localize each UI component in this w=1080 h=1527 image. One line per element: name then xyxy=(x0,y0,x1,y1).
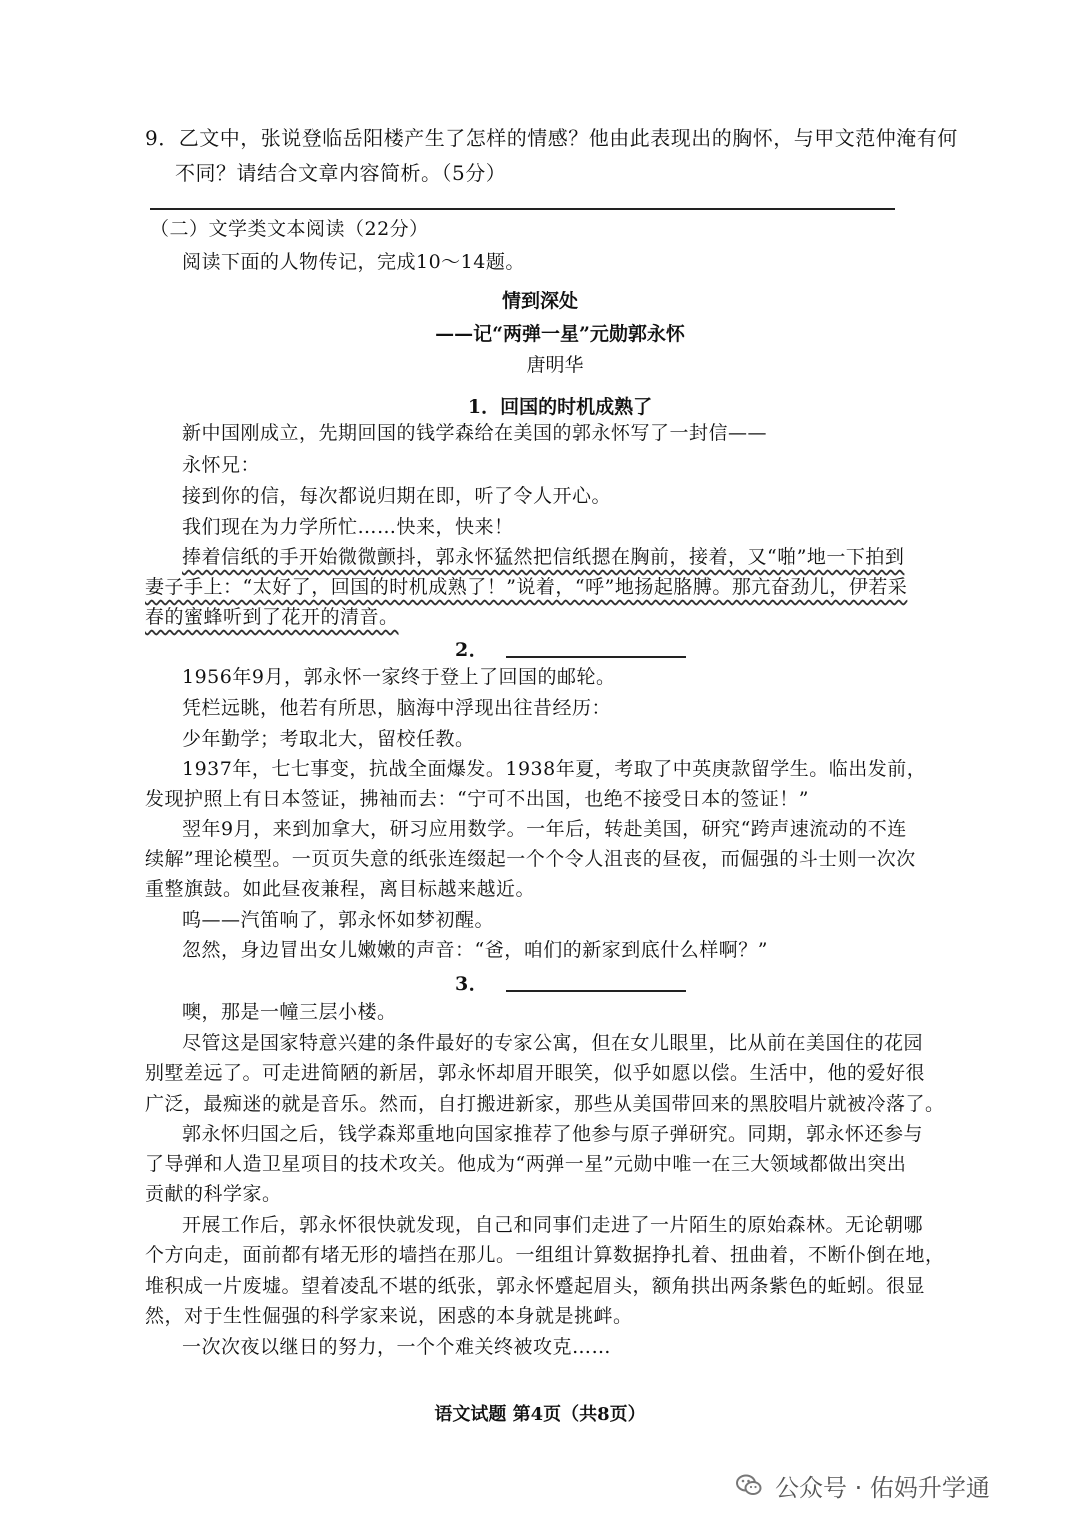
part-1-paragraph: 我们现在为力学所忙……快来，快来！ xyxy=(182,516,514,538)
part-1-paragraph: 新中国刚成立，先期回国的钱学森给在美国的郭永怀写了一封信—— xyxy=(182,422,768,444)
part-1-heading: 1．回国的时机成熟了 xyxy=(467,396,653,418)
part-2-paragraph: 翌年9月，来到加拿大，研习应用数学。一年后，转赴美国，研究“跨声速流动的不连 xyxy=(182,818,907,840)
underlined-passage-line: 春的蜜蜂听到了花开的清音。 xyxy=(145,606,399,628)
question-9-line-1: 9．乙文中，张说登临岳阳楼产生了怎样的情感？他由此表现出的胸怀，与甲文范仲淹有何 xyxy=(145,126,958,150)
part-2-heading-blank xyxy=(506,638,686,658)
part-2-paragraph: 1956年9月，郭永怀一家终于登上了回国的邮轮。 xyxy=(182,666,616,688)
part-2-paragraph: 重整旗鼓。如此昼夜兼程，离目标越来越近。 xyxy=(145,878,536,900)
wechat-icon xyxy=(735,1471,763,1499)
part-3-paragraph: 开展工作后，郭永怀很快就发现，自己和同事们走进了一片陌生的原始森林。无论朝哪 xyxy=(182,1214,924,1236)
part-3-paragraph: 贡献的科学家。 xyxy=(145,1183,282,1205)
part-2-paragraph: 少年勤学；考取北大，留校任教。 xyxy=(182,728,475,750)
part-2-paragraph: 凭栏远眺，他若有所思，脑海中浮现出往昔经历： xyxy=(182,697,612,719)
section-instruction: 阅读下面的人物传记，完成10～14题。 xyxy=(182,251,525,273)
part-2-paragraph: 忽然，身边冒出女儿嫩嫩的声音：“爸，咱们的新家到底什么样啊？” xyxy=(182,939,768,961)
part-3-number: 3． xyxy=(455,973,489,995)
article-title: 情到深处 xyxy=(501,290,578,312)
part-3-paragraph: 了导弹和人造卫星项目的技术攻关。他成为“两弹一星”元勋中唯一在三大领域都做出突出 xyxy=(145,1153,907,1175)
article-subtitle: ——记“两弹一星”元勋郭永怀 xyxy=(435,323,685,345)
watermark xyxy=(735,1465,990,1505)
part-3-paragraph: 尽管这是国家特意兴建的条件最好的专家公寓，但在女儿眼里，比从前在美国住的花园 xyxy=(182,1032,924,1054)
part-2-paragraph: 发现护照上有日本签证，拂袖而去：“宁可不出国，也绝不接受日本的签证！” xyxy=(145,788,809,810)
question-9-line-2: 不同？请结合文章内容简析。（5分） xyxy=(175,161,507,185)
section-heading: （二）文学类文本阅读（22分） xyxy=(150,218,429,240)
part-3-heading xyxy=(455,972,686,994)
part-3-heading-blank xyxy=(506,972,686,992)
underlined-passage-line: 妻子手上：“太好了，回国的时机成熟了！”说着，“呼”地扬起胳膊。那亢奋劲儿，伊若采 xyxy=(145,576,908,598)
part-3-paragraph: 别墅差远了。可走进简陋的新居，郭永怀却眉开眼笑，似乎如愿以偿。生活中，他的爱好很 xyxy=(145,1062,926,1084)
part-2-paragraph: 呜——汽笛响了，郭永怀如梦初醒。 xyxy=(182,909,495,931)
part-2-number: 2． xyxy=(455,639,489,661)
part-3-paragraph: 然，对于生性倔强的科学家来说，困惑的本身就是挑衅。 xyxy=(145,1305,633,1327)
part-3-paragraph: 郭永怀归国之后，钱学森郑重地向国家推荐了他参与原子弹研究。同期，郭永怀还参与 xyxy=(182,1123,924,1145)
part-3-paragraph: 堆积成一片废墟。望着凌乱不堪的纸张，郭永怀蹙起眉头，额角拱出两条紫色的蚯蚓。很显 xyxy=(145,1275,926,1297)
part-2-paragraph: 续解”理论模型。一页页失意的纸张连缀起一个个令人沮丧的昼夜，而倔强的斗士则一次次 xyxy=(145,848,916,870)
part-2-heading xyxy=(455,638,686,660)
part-2-paragraph: 1937年，七七事变，抗战全面爆发。1938年夏，考取了中英庚款留学生。临出发前， xyxy=(182,758,927,780)
page-footer: 语文试题 第4页（共8页） xyxy=(434,1404,646,1425)
part-1-paragraph: 永怀兄： xyxy=(182,454,261,476)
part-3-paragraph: 一次次夜以继日的努力，一个个难关终被攻克…… xyxy=(182,1336,612,1358)
answer-line xyxy=(150,208,895,210)
part-3-paragraph: 噢，那是一幢三层小楼。 xyxy=(182,1001,397,1023)
part-1-paragraph: 接到你的信，每次都说归期在即，听了令人开心。 xyxy=(182,485,612,507)
part-3-paragraph: 个方向走，面前都有堵无形的墙挡在那儿。一组组计算数据挣扎着、扭曲着，不断仆倒在地， xyxy=(145,1244,945,1266)
watermark-text: 公众号 · 佑妈升学通 xyxy=(775,1473,990,1502)
article-author: 唐明华 xyxy=(526,354,584,376)
underlined-passage-line: 捧着信纸的手开始微微颤抖，郭永怀猛然把信纸摁在胸前，接着，又“啪”地一下拍到 xyxy=(182,546,905,568)
part-3-paragraph: 广泛，最痴迷的就是音乐。然而，自打搬进新家，那些从美国带回来的黑胶唱片就被冷落了。 xyxy=(145,1093,945,1115)
